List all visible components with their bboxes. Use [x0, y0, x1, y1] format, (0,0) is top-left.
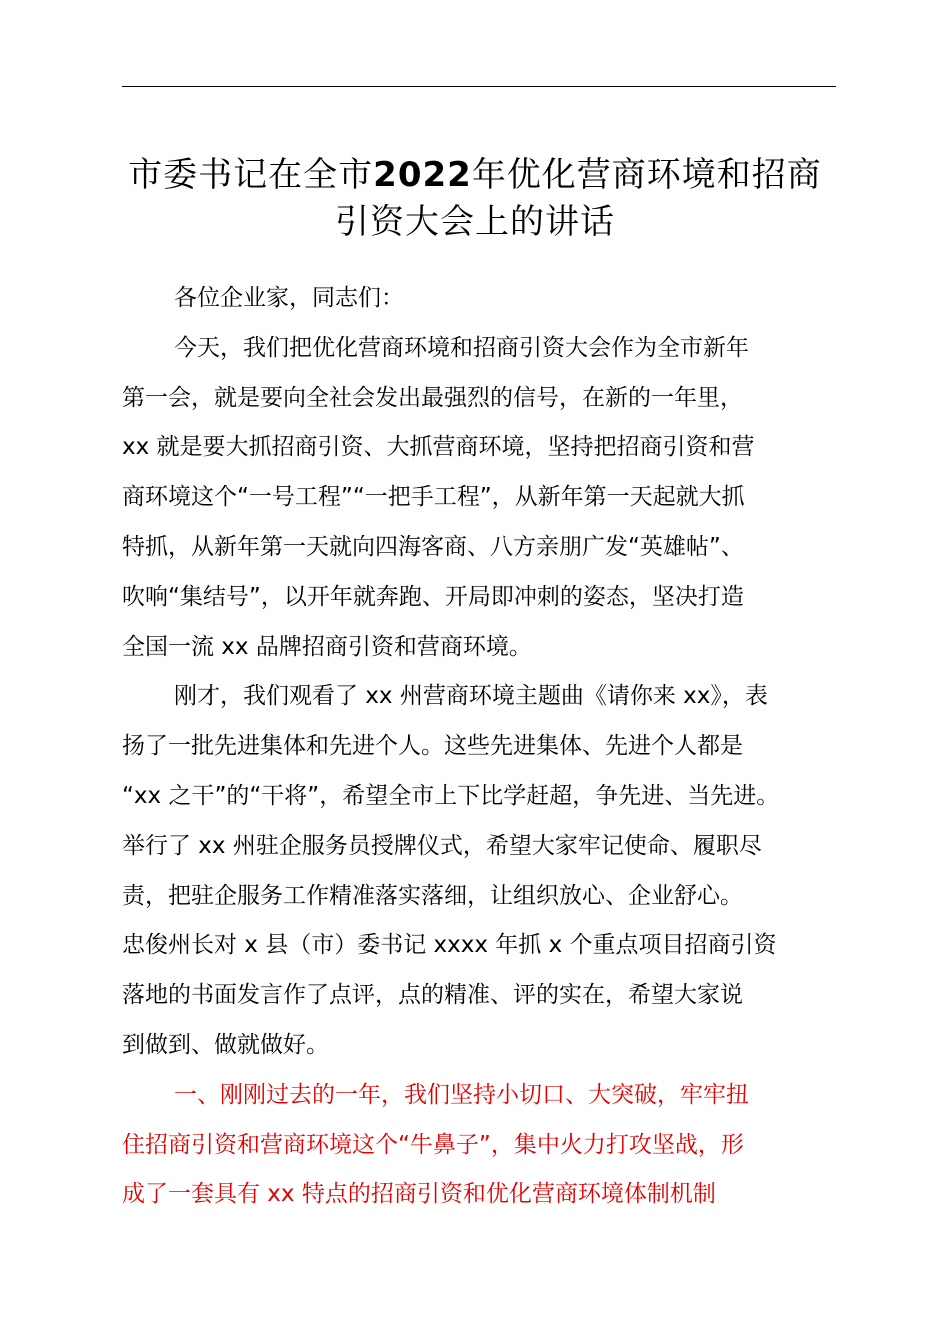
title-text-after-year: 年优化营商环境和招商: [471, 155, 822, 195]
body-text-line: 特抓，从新年第一天就向四海客商、八方亲朋广发“英雄帖”、: [122, 534, 744, 560]
title-year: 2022: [373, 155, 472, 195]
body-text-line: 今天，我们把优化营商环境和招商引资大会作为全市新年: [174, 334, 749, 361]
body-text-line: 吹响“集结号”，以开年就奔跑、开局即冲刺的姿态，坚决打造: [122, 583, 744, 610]
document-title-line-2: 引资大会上的讲话: [335, 202, 615, 242]
section-heading-line: 成了一套具有 xx 特点的招商引资和优化营商环境体制机制: [122, 1181, 716, 1208]
body-text-line: 商环境这个“一号工程”“一把手工程”，从新年第一天起就大抓: [122, 484, 745, 511]
header-rule: [122, 86, 836, 87]
body-text-line: 到做到、做就做好。: [122, 1032, 329, 1058]
body-text-line: xx 就是要大抓招商引资、大抓营商环境，坚持把招商引资和营: [122, 434, 755, 461]
section-heading-line: 一、刚刚过去的一年，我们坚持小切口、大突破，牢牢扭: [174, 1081, 749, 1108]
body-text-line: 忠俊州长对 x 县（市）委书记 xxxx 年抓 x 个重点项目招商引资: [122, 932, 777, 959]
body-text-line: 落地的书面发言作了点评，点的精准、评的实在，希望大家说: [122, 982, 743, 1009]
body-text-line: 扬了一批先进集体和先进个人。这些先进集体、先进个人都是: [122, 733, 743, 760]
body-text-line: 全国一流 xx 品牌招商引资和营商环境。: [122, 633, 532, 660]
section-heading-line: 住招商引资和营商环境这个“牛鼻子”，集中火力打攻坚战，形: [122, 1131, 744, 1158]
body-text-line: “xx 之干”的“干将”，希望全市上下比学赶超，争先进、当先进。: [122, 783, 780, 809]
title-text-before-year: 市委书记在全市: [128, 155, 374, 195]
document-title-line-1: [100, 150, 850, 200]
body-text-line: 责，把驻企服务工作精准落实落细，让组织放心、企业舒心。: [122, 882, 743, 909]
body-text-line: 各位企业家，同志们：: [174, 285, 404, 311]
body-text-line: 举行了 xx 州驻企服务员授牌仪式，希望大家牢记使命、履职尽: [122, 832, 762, 859]
body-text-line: 第一会，就是要向全社会发出最强烈的信号，在新的一年里，: [122, 384, 743, 411]
body-text-line: 刚才，我们观看了 xx 州营商环境主题曲《请你来 xx》，表: [174, 683, 768, 710]
